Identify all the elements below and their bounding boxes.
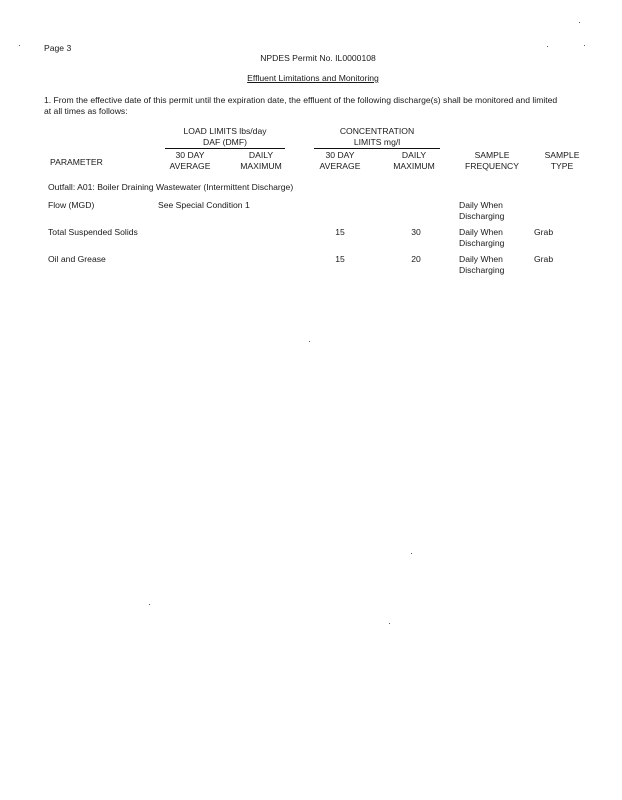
intro-line-2: at all times as follows: bbox=[44, 106, 128, 116]
scan-speck bbox=[309, 341, 310, 342]
outfall-description: Outfall: A01: Boiler Draining Wastewater (Intermittent Discharge) bbox=[48, 182, 294, 192]
row-conc-daily-max: 30 bbox=[411, 227, 421, 237]
column-header-sample-frequency: SAMPLE FREQUENCY bbox=[465, 150, 519, 171]
concentration-rule bbox=[314, 148, 440, 149]
column-header-parameter: PARAMETER bbox=[50, 157, 103, 167]
row-frequency: Daily When Discharging bbox=[459, 254, 505, 275]
column-header-conc-daily-max: DAILY MAXIMUM bbox=[393, 150, 435, 171]
column-header-load-30day-avg: 30 DAY AVERAGE bbox=[169, 150, 211, 171]
row-sample-type: Grab bbox=[534, 227, 554, 237]
row-parameter: Total Suspended Solids bbox=[48, 227, 138, 237]
column-header-load-daily-max: DAILY MAXIMUM bbox=[240, 150, 282, 171]
row-conc-30day-avg: 15 bbox=[335, 254, 345, 264]
page-label: Page 3 bbox=[44, 43, 72, 53]
row-conc-30day-avg: 15 bbox=[335, 227, 345, 237]
scan-speck bbox=[584, 45, 585, 46]
scan-speck bbox=[149, 604, 150, 605]
load-limits-rule bbox=[165, 148, 285, 149]
row-sample-type: Grab bbox=[534, 254, 554, 264]
scan-speck bbox=[411, 553, 412, 554]
row-conc-daily-max: 20 bbox=[411, 254, 421, 264]
concentration-heading: CONCENTRATION LIMITS mg/l bbox=[339, 126, 415, 147]
row-parameter: Flow (MGD) bbox=[48, 200, 95, 210]
scan-speck bbox=[579, 22, 580, 23]
scan-speck bbox=[19, 45, 20, 46]
scan-speck bbox=[547, 46, 548, 47]
permit-title: NPDES Permit No. IL0000108 bbox=[260, 53, 376, 63]
row-frequency: Daily When Discharging bbox=[459, 200, 505, 221]
row-frequency: Daily When Discharging bbox=[459, 227, 505, 248]
row-parameter: Oil and Grease bbox=[48, 254, 106, 264]
section-title: Effluent Limitations and Monitoring bbox=[247, 73, 379, 83]
intro-line-1: 1. From the effective date of this permit until the expiration date, the effluent of the following discharge(s) shall be monitored and limited bbox=[44, 95, 558, 105]
scan-speck bbox=[389, 623, 390, 624]
load-limits-heading: LOAD LIMITS lbs/day DAF (DMF) bbox=[183, 126, 267, 147]
column-header-conc-30day-avg: 30 DAY AVERAGE bbox=[319, 150, 361, 171]
column-header-sample-type: SAMPLE TYPE bbox=[544, 150, 580, 171]
row-load-note: See Special Condition 1 bbox=[158, 200, 250, 210]
